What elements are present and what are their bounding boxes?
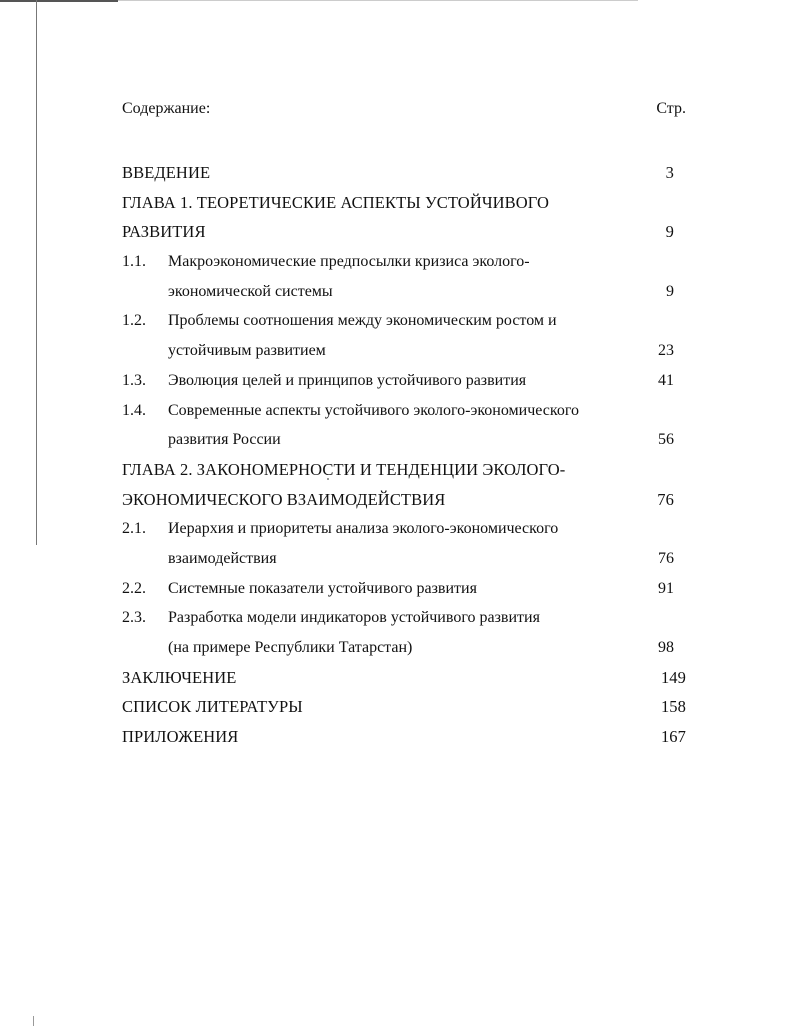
toc-line [122,455,688,485]
section-title: Иерархия и приоритеты анализа эколого-экономического [168,520,559,538]
section-title: Современные аспекты устойчивого эколого-экономического [168,401,580,419]
toc-line [122,663,688,693]
page-number: 167 [660,727,686,747]
page-number: 158 [660,697,686,717]
page-number: 76 [657,489,674,509]
toc-line [122,514,688,544]
chapter-title: ГЛАВА 2. ЗАКОНОМЕРНОСТИ И ТЕНДЕНЦИИ ЭКОЛОГО- [122,459,566,479]
section-number: 2.1. [122,520,146,538]
toc-line [122,633,688,663]
page-column-label: Стр. [656,100,686,117]
toc-line [122,692,688,722]
page-number: 76 [658,549,674,567]
toc-line [122,366,688,396]
toc-line [122,336,688,366]
toc-line [122,277,688,307]
toc-line [122,425,688,455]
table-of-contents [122,98,688,752]
section-number: 1.2. [122,312,146,330]
scan-mark-bottom [33,1016,34,1026]
section-number: 2.3. [122,609,146,627]
section-number: 1.3. [122,371,146,389]
section-title: Разработка модели индикаторов устойчивого развития [168,609,540,627]
scan-edge-top-faint [118,0,638,1]
toc-line [122,544,688,574]
page-number: 98 [658,639,674,656]
chapter-title: ПРИЛОЖЕНИЯ [122,727,239,747]
page-number: 23 [658,342,674,360]
page-number: 149 [660,667,686,687]
scan-edge-top [0,0,118,2]
section-title: Системные показатели устойчивого развития [168,579,477,597]
section-title: взаимодействия [168,549,277,567]
toc-header [122,98,688,126]
section-number: 1.1. [122,253,146,271]
section-title: (на примере Республики Татарстан) [168,639,413,656]
page-number: 56 [658,431,674,449]
section-title: развития России [168,431,281,449]
section-title: Проблемы соотношения между экономическим ростом и [168,312,557,330]
page-number: 41 [658,371,674,389]
toc-line [122,574,688,604]
section-title: Эволюция целей и принципов устойчивого развития [168,371,527,389]
chapter-title: РАЗВИТИЯ [122,222,206,242]
section-title: экономической системы [168,282,333,300]
section-title: Макроэкономические предпосылки кризиса эколого- [168,253,530,271]
toc-line [122,247,688,277]
page-number: 3 [665,163,674,182]
chapter-title: ВВЕДЕНИЕ [122,163,211,182]
section-title: устойчивым развитием [168,342,326,360]
page-number: 91 [658,579,674,597]
toc-entries [122,158,688,752]
section-number: 2.2. [122,579,146,597]
chapter-title: СПИСОК ЛИТЕРАТУРЫ [122,697,303,717]
chapter-title: ЗАКЛЮЧЕНИЕ [122,667,237,687]
toc-line [122,722,688,752]
toc-line [122,158,688,188]
toc-line [122,603,688,633]
page-number: 9 [666,282,674,300]
section-number: 1.4. [122,401,146,419]
toc-line [122,188,688,218]
toc-line [122,485,688,515]
chapter-title: ЭКОНОМИЧЕСКОГО ВЗАИМОДЕЙСТВИЯ [122,489,446,509]
page-number: 9 [665,222,674,242]
chapter-title: ГЛАВА 1. ТЕОРЕТИЧЕСКИЕ АСПЕКТЫ УСТОЙЧИВОГО [122,192,550,212]
scan-edge-left [36,0,37,545]
toc-line [122,306,688,336]
toc-line [122,217,688,247]
toc-line [122,396,688,426]
toc-title: Содержание: [122,100,211,117]
